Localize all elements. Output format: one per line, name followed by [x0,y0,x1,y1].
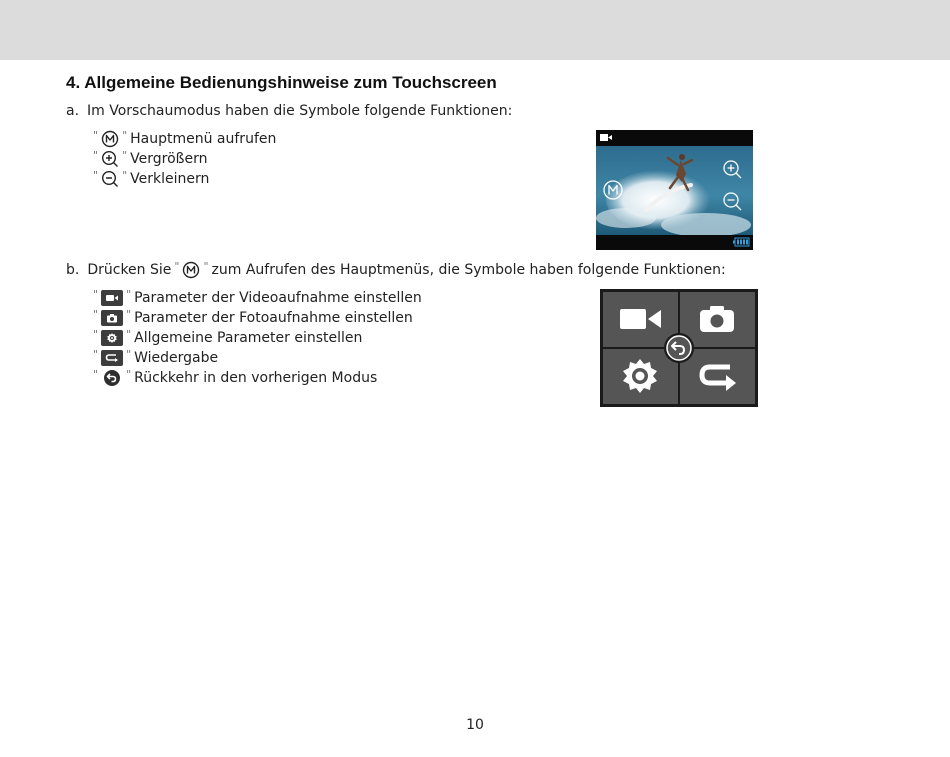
photo-camera-icon [101,310,123,326]
item-text: Verkleinern [130,171,210,187]
item-text: Allgemeine Parameter einstellen [134,330,363,346]
quote-open: " [93,288,99,301]
list-item [90,309,413,327]
quote-open: " [93,308,99,321]
quote-close: " [126,288,132,301]
preview-screen-image [596,130,753,250]
section-b-text-after: zum Aufrufen des Hauptmenüs, die Symbole haben folgende Funktionen: [211,262,726,278]
quote-open: " [93,348,99,361]
item-text: Parameter der Fotoaufnahme einstellen [134,310,413,326]
zoom-out-icon [101,170,119,188]
list-item [90,170,209,188]
quote-close: " [126,328,132,341]
quote-close: " [203,260,209,273]
item-text: Wiedergabe [134,350,219,366]
zoom-in-icon [101,150,119,168]
quote-open: " [174,260,180,273]
quote-open: " [93,328,99,341]
quote-open: " [93,149,99,162]
item-text: Parameter der Videoaufnahme einstellen [134,290,422,306]
quote-close: " [122,129,128,142]
list-item [90,369,377,387]
list-item [90,289,422,307]
list-item [90,150,207,168]
section-b-intro [66,261,726,279]
list-item [90,329,362,347]
quote-close: " [122,149,128,162]
quote-close: " [126,308,132,321]
video-camera-icon [101,290,123,306]
item-text: Rückkehr in den vorherigen Modus [134,370,378,386]
item-text: Hauptmenü aufrufen [130,131,277,147]
section-b-label: b. [66,262,80,278]
playback-icon [101,350,123,366]
section-a-label: a. [66,103,80,119]
gear-icon [101,330,123,346]
quote-open: " [93,129,99,142]
list-item [90,349,218,367]
section-a-intro [66,102,512,120]
quote-close: " [126,348,132,361]
item-text: Vergrößern [130,151,208,167]
main-menu-image [600,289,758,407]
section-a-text: Im Vorschaumodus haben die Symbole folgende Funktionen: [87,103,513,119]
m-circle-icon [101,130,119,148]
quote-open: " [93,368,99,381]
list-item [90,130,276,148]
page-title: 4. Allgemeine Bedienungshinweise zum Touchscreen [66,73,497,92]
m-circle-icon [182,261,200,279]
quote-close: " [122,169,128,182]
quote-open: " [93,169,99,182]
section-b-text-before: Drücken Sie [87,262,172,278]
top-banner [0,0,950,60]
page-number: 10 [466,717,484,733]
quote-close: " [126,368,132,381]
return-icon [101,369,123,387]
